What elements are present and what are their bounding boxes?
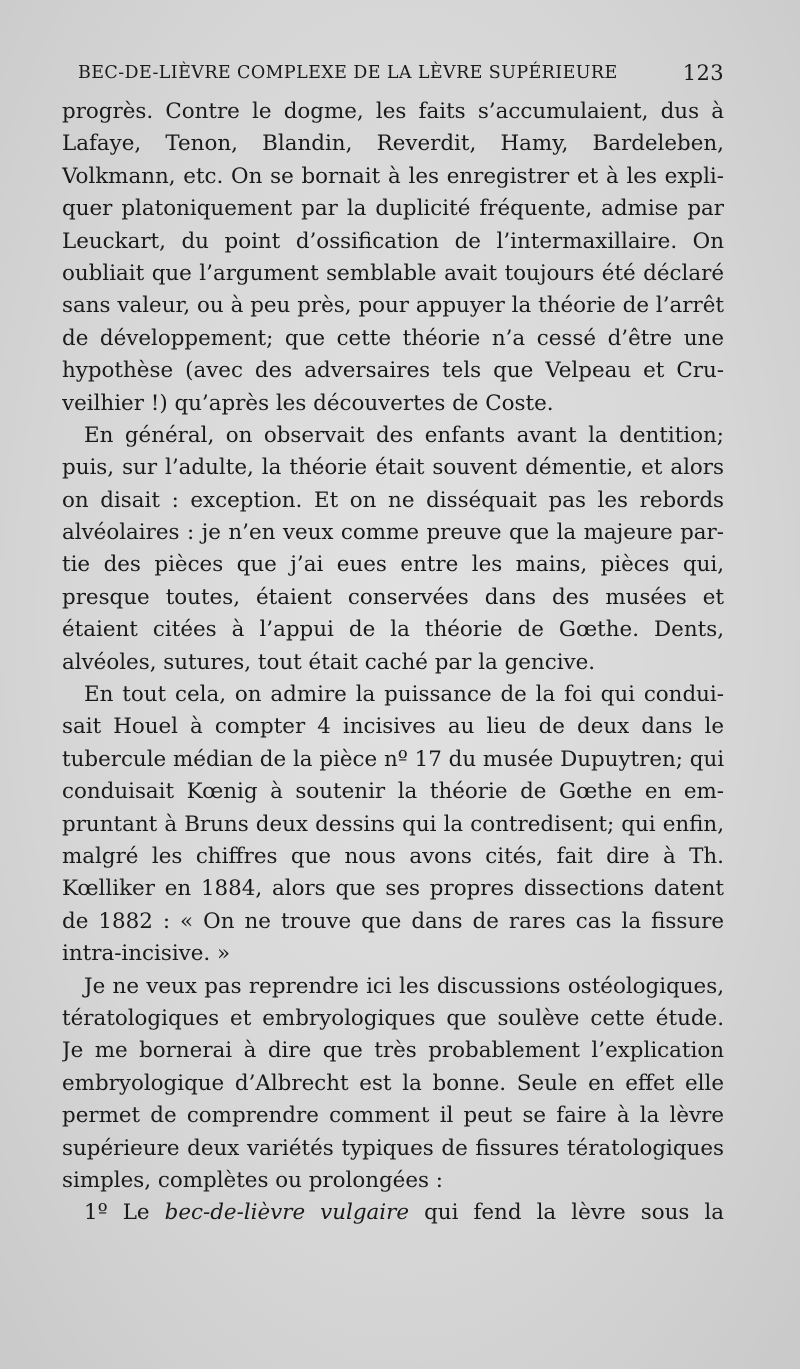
text-line: oubliait que l’argument semblable avait toujours été déclaré — [62, 260, 724, 286]
text-line: alvéolaires : je n’en veux comme preuve que la majeure par- — [62, 520, 724, 546]
text-line: Kœlliker en 1884, alors que ses propres dissections datent — [62, 876, 724, 902]
running-title: BEC-DE-LIÈVRE COMPLEXE DE LA LÈVRE SUPÉRIEURE — [78, 63, 618, 83]
text-line: alvéoles, sutures, tout était caché par la gencive. — [62, 649, 596, 675]
text-line: presque toutes, étaient conservées dans des musées et — [62, 584, 724, 610]
paragraph — [62, 96, 724, 420]
text-line: tératologiques et embryologiques que soulève cette étude. — [62, 1005, 724, 1031]
text-line: malgré les chiffres que nous avons cités, fait dire à Th. — [62, 843, 724, 869]
text-line: hypothèse (avec des adversaires tels que Velpeau et Cru- — [62, 358, 724, 384]
text-line: sans valeur, ou à peu près, pour appuyer la théorie de l’arrêt — [62, 293, 724, 319]
text-line: Lafaye, Tenon, Blandin, Reverdit, Hamy, Bardeleben, — [62, 131, 724, 157]
text-line: supérieure deux variétés typiques de fissures tératologiques — [62, 1135, 724, 1161]
text-line: progrès. Contre le dogme, les faits s’accumulaient, dus à — [62, 99, 724, 124]
book-page — [62, 58, 724, 1230]
text-line: Je me bornerai à dire que très probablement l’explication — [62, 1038, 724, 1064]
text-line: Je ne veux pas reprendre ici les discussions ostéologiques, — [84, 973, 724, 999]
text-line: étaient citées à l’appui de la théorie de Gœthe. Dents, — [62, 617, 724, 643]
text-line: de 1882 : « On ne trouve que dans de rares cas la fissure — [62, 908, 724, 934]
paragraph — [62, 420, 724, 679]
text-line: sait Houel à compter 4 incisives au lieu de deux dans le — [62, 714, 724, 740]
running-head — [62, 58, 724, 88]
text-line: En tout cela, on admire la puissance de la foi qui condui- — [84, 682, 724, 708]
text-line: de développement; que cette théorie n’a cessé d’être une — [62, 325, 724, 351]
text-line: tie des pièces que j’ai eues entre les mains, pièces qui, — [62, 552, 724, 578]
paragraph — [62, 679, 724, 971]
paragraph — [62, 971, 724, 1198]
text-line: veilhier !) qu’après les découvertes de Coste. — [62, 390, 554, 416]
paragraph — [62, 1197, 724, 1229]
text-line: quer platoniquement par la duplicité fréquente, admise par — [62, 196, 724, 222]
text-line: pruntant à Bruns deux dessins qui la contredisent; qui enfin, — [62, 811, 724, 837]
text-line: on disait : exception. Et on ne disséquait pas les rebords — [62, 487, 724, 513]
text-line: En général, on observait des enfants avant la dentition; — [84, 422, 724, 448]
text-line: puis, sur l’adulte, la théorie était souvent démentie, et alors — [62, 455, 724, 481]
text-line: tubercule médian de la pièce nº 17 du musée Dupuytren; qui — [62, 746, 724, 772]
text-line: conduisait Kœnig à soutenir la théorie de Gœthe en em- — [62, 779, 724, 805]
text-line: Leuckart, du point d’ossification de l’intermaxillaire. On — [62, 228, 724, 254]
text-line: permet de comprendre comment il peut se faire à la lèvre — [62, 1103, 724, 1129]
text-line: simples, complètes ou prolongées : — [62, 1167, 443, 1193]
text-line: Volkmann, etc. On se bornait à les enregistrer et à les expli- — [62, 163, 724, 189]
italic-phrase: bec-de-lièvre vulgaire — [164, 1200, 410, 1226]
text-line-with-italic: 1º Le bec-de-lièvre vulgaire qui fend la lèvre sous la — [84, 1200, 724, 1226]
body-text — [62, 96, 724, 1230]
text-line: intra-incisive. » — [62, 941, 231, 967]
page-number: 123 — [682, 61, 724, 85]
text-line: embryologique d’Albrecht est la bonne. Seule en effet elle — [62, 1070, 724, 1096]
